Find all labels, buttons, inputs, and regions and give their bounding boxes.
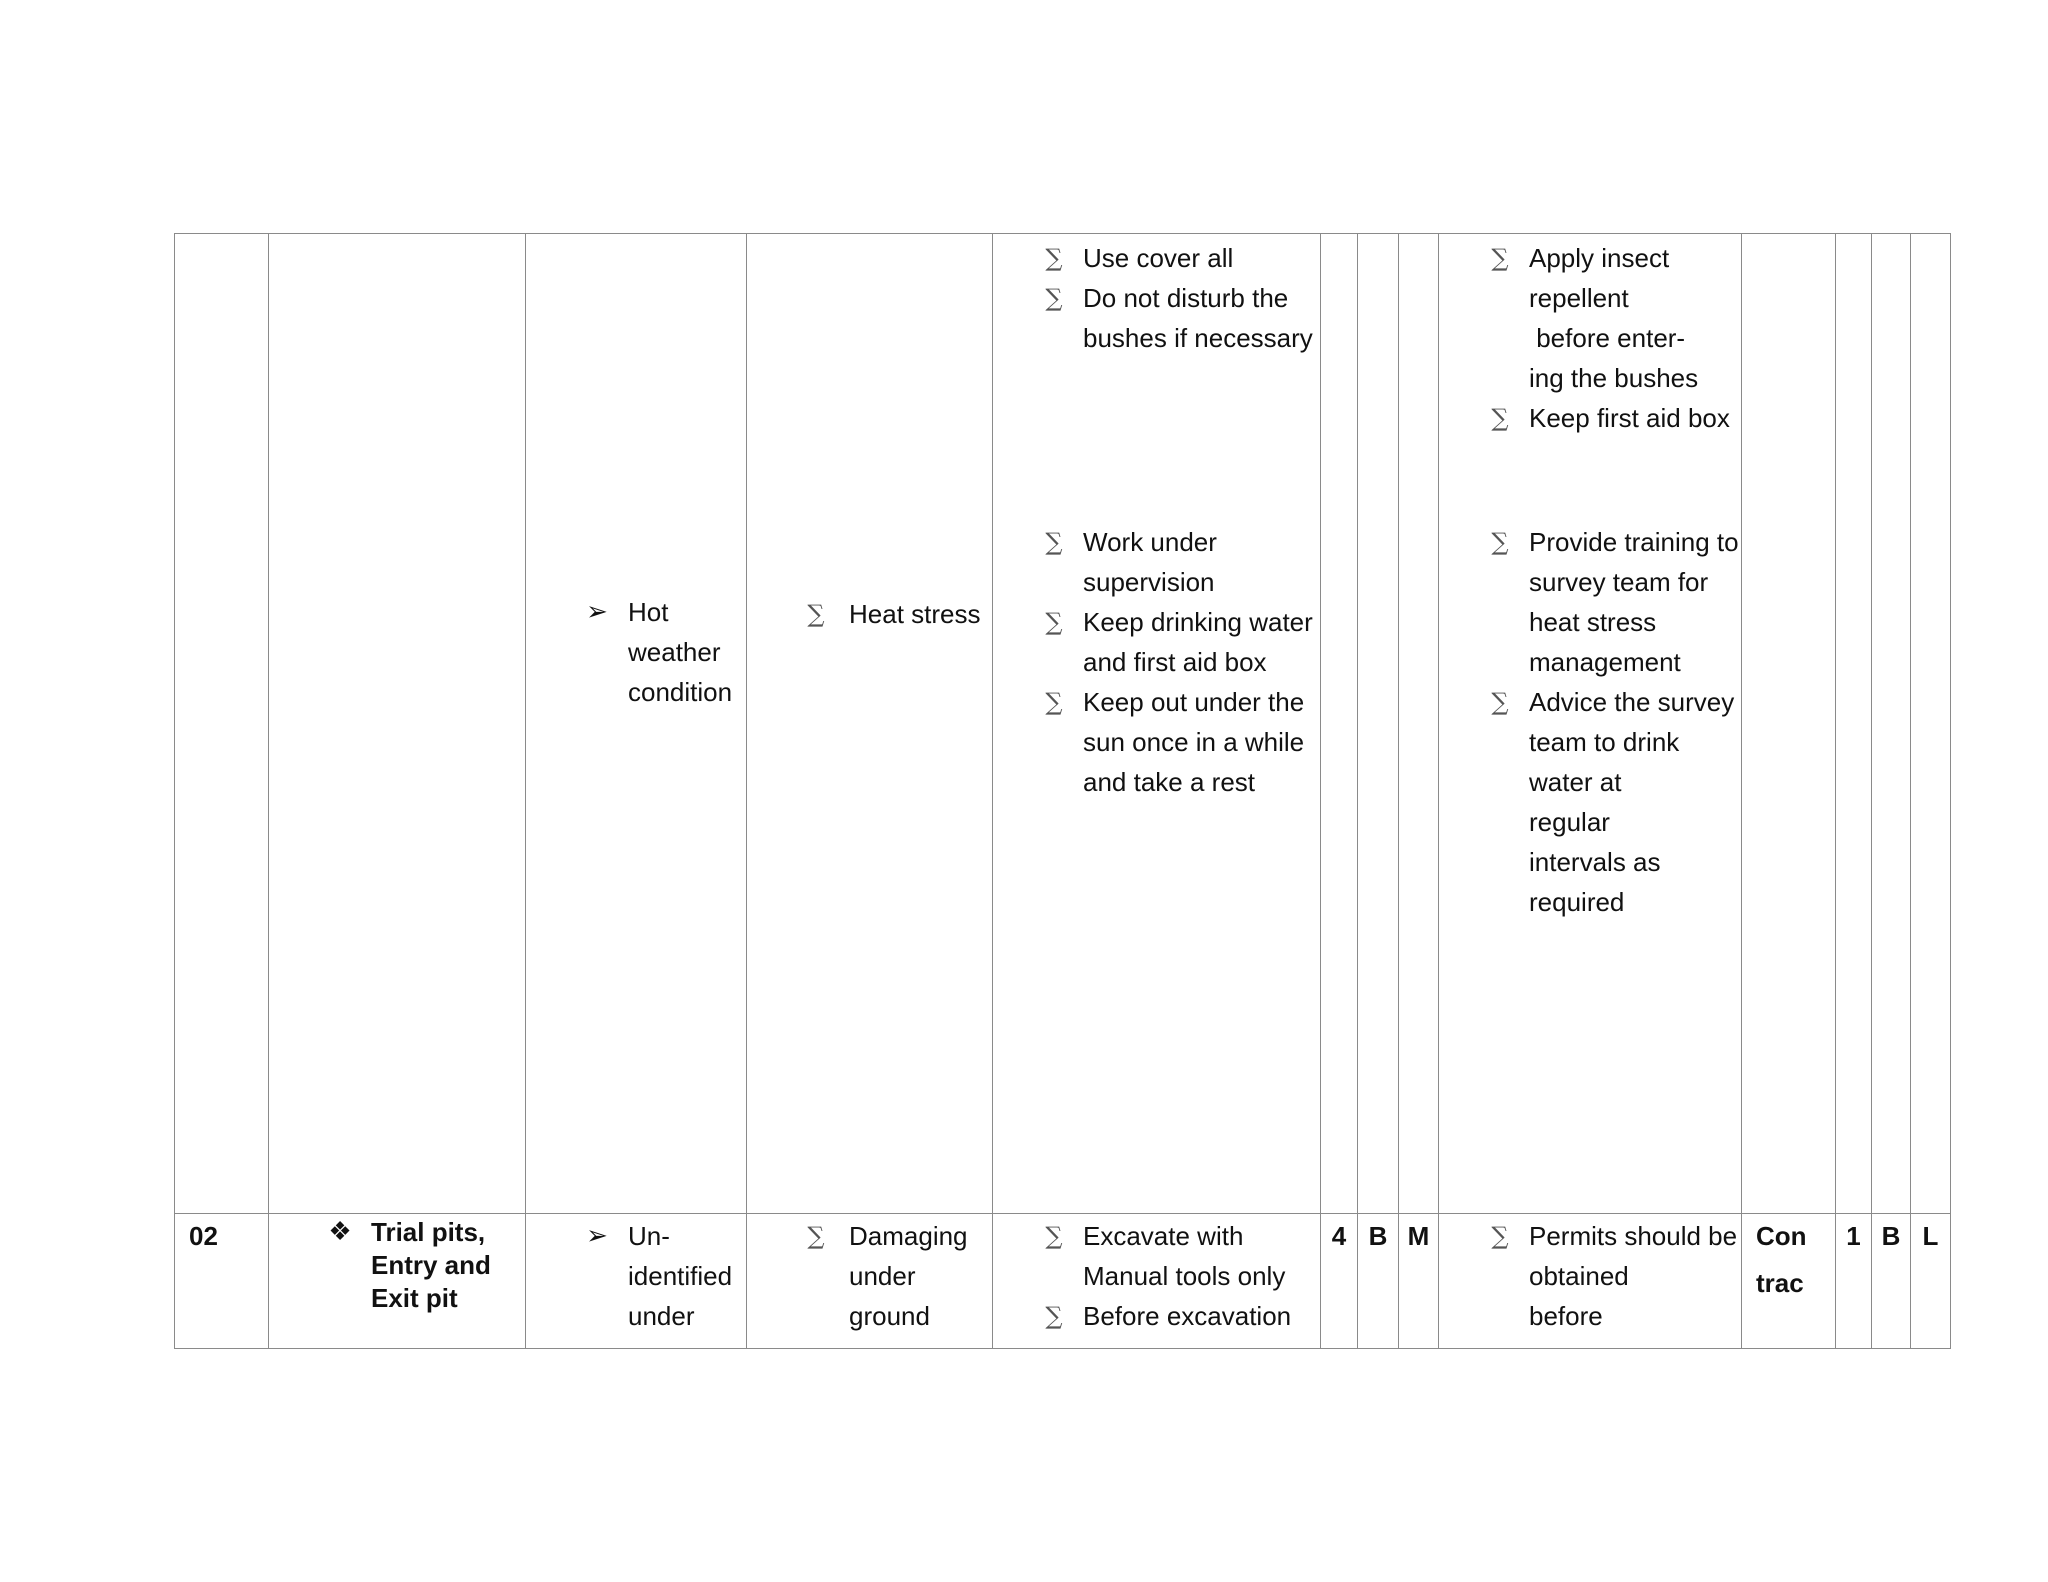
cell-initial-level: [1399, 234, 1439, 1214]
cell-hazard: [526, 1214, 747, 1349]
additional-text-line: required: [1529, 887, 1625, 917]
control-text: Work under supervision: [1083, 527, 1217, 597]
sigma-bullet-icon: ∑: [1045, 608, 1063, 636]
activity-line: Trial pits,: [371, 1217, 486, 1247]
residual-severity-value: B: [1881, 1221, 1901, 1251]
cell-initial-severity: [1358, 1214, 1399, 1349]
hazard-text: [612, 1216, 746, 1336]
control-text: Keep drinking water and first aid box: [1083, 607, 1313, 677]
additional-text: Permits should be obtained: [1529, 1221, 1738, 1291]
sigma-bullet-icon: ∑: [807, 1222, 825, 1250]
risk-line: ground: [849, 1301, 930, 1331]
sigma-bullet-icon: ∑: [1045, 1222, 1063, 1250]
responsible-line: trac: [1756, 1268, 1804, 1298]
additional-text-line: ing the bushes: [1529, 363, 1699, 393]
arrow-bullet-icon: ➢: [586, 1221, 608, 1251]
additional-text-line: intervals as: [1529, 847, 1661, 877]
cell-residual-severity: [1872, 234, 1911, 1214]
list-item: [747, 1214, 992, 1336]
list-item: [993, 1296, 1320, 1336]
sigma-bullet-icon: ∑: [1491, 404, 1509, 432]
list-item: [1439, 238, 1741, 318]
row-number: 02: [189, 1221, 218, 1251]
cell-initial-likelihood: [1321, 234, 1358, 1214]
control-text: Do not disturb the bushes if necessary: [1083, 283, 1313, 353]
additional-text: Keep first aid box: [1529, 403, 1730, 433]
control-text: Excavate with Manual tools only: [1083, 1221, 1286, 1291]
list-item: [993, 238, 1320, 278]
cell-risk: [747, 234, 993, 1214]
additional-text: Provide training to survey team for heat stress management: [1529, 527, 1739, 677]
control-text: Before excavation: [1083, 1301, 1292, 1331]
risk-line: under: [849, 1261, 916, 1291]
list-item: [1439, 522, 1741, 682]
list-item: [526, 1214, 746, 1336]
list-item: [526, 592, 746, 712]
cell-residual-level: [1911, 1214, 1951, 1349]
cell-initial-likelihood: [1321, 1214, 1358, 1349]
sigma-bullet-icon: ∑: [807, 600, 825, 628]
control-text: Use cover all: [1083, 243, 1234, 273]
list-item: [1439, 682, 1741, 762]
cell-no: [175, 234, 269, 1214]
sigma-bullet-icon: ∑: [1491, 1222, 1509, 1250]
hazard-line: Un-: [628, 1221, 670, 1251]
cell-residual-likelihood: [1836, 1214, 1872, 1349]
hazard-text: Hot weather condition: [628, 597, 733, 707]
cell-controls: [993, 1214, 1321, 1349]
list-item: [993, 522, 1320, 602]
cell-controls: [993, 234, 1321, 1214]
additional-text: Apply insect repellent: [1529, 243, 1670, 313]
cell-additional-controls: [1439, 234, 1742, 1214]
residual-likelihood-value: 1: [1846, 1221, 1861, 1251]
list-item: [993, 602, 1320, 682]
table-row: [175, 1214, 1951, 1349]
cell-residual-level: [1911, 234, 1951, 1214]
list-item: [747, 594, 992, 634]
list-item: [1439, 398, 1741, 438]
cell-no: [175, 1214, 269, 1349]
arrow-bullet-icon: ➢: [586, 597, 608, 627]
table-row: [175, 234, 1951, 1214]
activity-line: Exit pit: [371, 1283, 458, 1313]
sigma-bullet-icon: ∑: [1045, 244, 1063, 272]
list-item: [993, 682, 1320, 802]
responsible-line: Con: [1756, 1221, 1807, 1251]
cell-responsible: [1742, 234, 1836, 1214]
initial-level-value: M: [1407, 1221, 1430, 1251]
cell-additional-controls: [1439, 1214, 1742, 1349]
cell-risk: [747, 1214, 993, 1349]
risk-text: [845, 1216, 992, 1336]
hazard-line: under: [628, 1301, 695, 1331]
cell-hazard: [526, 234, 747, 1214]
cell-residual-severity: [1872, 1214, 1911, 1349]
sigma-bullet-icon: ∑: [1491, 244, 1509, 272]
risk-text: Heat stress: [849, 599, 981, 629]
sigma-bullet-icon: ∑: [1045, 1302, 1063, 1330]
list-item: [993, 278, 1320, 358]
sigma-bullet-icon: ∑: [1491, 528, 1509, 556]
initial-severity-value: B: [1368, 1221, 1388, 1251]
list-item: [1439, 1214, 1741, 1296]
list-item: [269, 1214, 525, 1315]
additional-text-line: regular: [1529, 807, 1610, 837]
hazard-line: identified: [628, 1261, 733, 1291]
list-item: [993, 1214, 1320, 1296]
sigma-bullet-icon: ∑: [1045, 688, 1063, 716]
risk-assessment-table: [174, 233, 1951, 1349]
activity-line: Entry and: [371, 1250, 491, 1280]
cell-activity: [269, 234, 526, 1214]
cell-responsible: [1742, 1214, 1836, 1349]
residual-level-value: L: [1922, 1221, 1939, 1251]
additional-text: Advice the survey team to drink: [1529, 687, 1735, 757]
initial-likelihood-value: 4: [1331, 1221, 1347, 1251]
cell-residual-likelihood: [1836, 234, 1872, 1214]
additional-text-line: water at: [1529, 767, 1622, 797]
additional-text-line: before: [1529, 1301, 1603, 1331]
activity-text: [355, 1216, 525, 1315]
diamond-bullet-icon: ❖: [328, 1217, 352, 1247]
cell-initial-level: [1399, 1214, 1439, 1349]
cell-activity: [269, 1214, 526, 1349]
control-text: Keep out under the sun once in a while and take a rest: [1083, 687, 1305, 797]
additional-text-line: before enter-: [1529, 323, 1686, 353]
sigma-bullet-icon: ∑: [1045, 528, 1063, 556]
sigma-bullet-icon: ∑: [1491, 688, 1509, 716]
risk-line: Damaging: [849, 1221, 968, 1251]
cell-initial-severity: [1358, 234, 1399, 1214]
sigma-bullet-icon: ∑: [1045, 284, 1063, 312]
